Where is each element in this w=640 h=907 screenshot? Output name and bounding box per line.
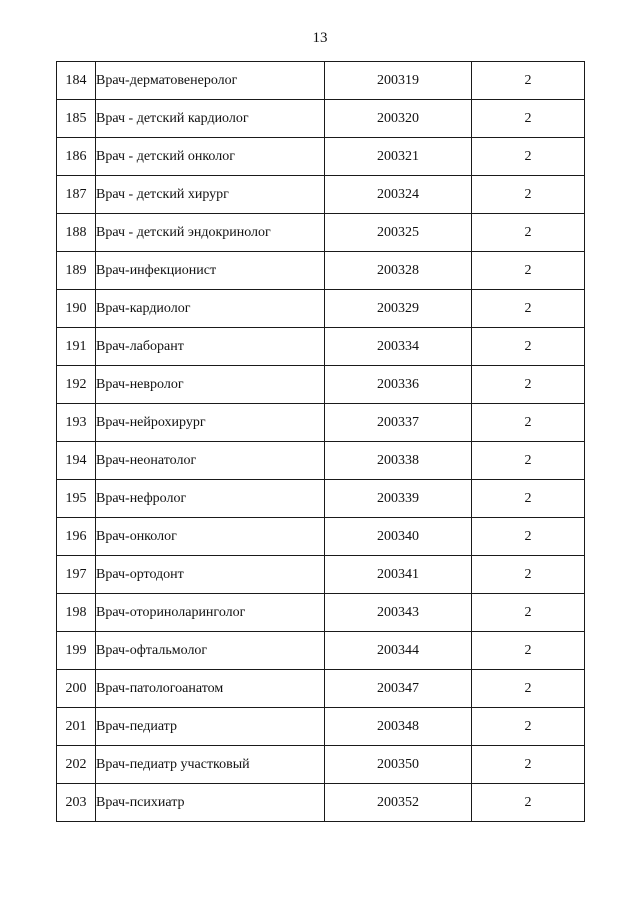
position-code-cell: 200343 <box>325 594 472 632</box>
position-name-cell: Врач-кардиолог <box>96 290 325 328</box>
row-number-cell: 193 <box>57 404 96 442</box>
position-name-cell: Врач-лаборант <box>96 328 325 366</box>
position-name-cell: Врач-онколог <box>96 518 325 556</box>
position-name-cell: Врач-патологоанатом <box>96 670 325 708</box>
position-name-cell: Врач - детский эндокринолог <box>96 214 325 252</box>
row-number-cell: 187 <box>57 176 96 214</box>
table-row <box>57 480 585 518</box>
position-code-cell: 200329 <box>325 290 472 328</box>
row-number-cell: 184 <box>57 62 96 100</box>
table-row <box>57 138 585 176</box>
quantity-cell: 2 <box>472 328 585 366</box>
position-name-cell: Врач-нейрохирург <box>96 404 325 442</box>
quantity-cell: 2 <box>472 632 585 670</box>
position-code-cell: 200338 <box>325 442 472 480</box>
position-name-cell: Врач - детский кардиолог <box>96 100 325 138</box>
position-code-cell: 200334 <box>325 328 472 366</box>
position-code-cell: 200328 <box>325 252 472 290</box>
row-number-cell: 200 <box>57 670 96 708</box>
table-row <box>57 62 585 100</box>
quantity-cell: 2 <box>472 518 585 556</box>
table-row <box>57 442 585 480</box>
quantity-cell: 2 <box>472 594 585 632</box>
table-row <box>57 252 585 290</box>
position-code-cell: 200350 <box>325 746 472 784</box>
row-number-cell: 197 <box>57 556 96 594</box>
position-code-cell: 200348 <box>325 708 472 746</box>
table-row <box>57 518 585 556</box>
position-name-cell: Врач-оториноларинголог <box>96 594 325 632</box>
quantity-cell: 2 <box>472 214 585 252</box>
row-number-cell: 201 <box>57 708 96 746</box>
quantity-cell: 2 <box>472 62 585 100</box>
position-name-cell: Врач-неонатолог <box>96 442 325 480</box>
row-number-cell: 198 <box>57 594 96 632</box>
table-row <box>57 670 585 708</box>
row-number-cell: 203 <box>57 784 96 822</box>
quantity-cell: 2 <box>472 480 585 518</box>
row-number-cell: 188 <box>57 214 96 252</box>
position-name-cell: Врач-педиатр участковый <box>96 746 325 784</box>
table-row <box>57 176 585 214</box>
row-number-cell: 195 <box>57 480 96 518</box>
row-number-cell: 189 <box>57 252 96 290</box>
row-number-cell: 202 <box>57 746 96 784</box>
table-row <box>57 594 585 632</box>
position-name-cell: Врач-офтальмолог <box>96 632 325 670</box>
position-name-cell: Врач-психиатр <box>96 784 325 822</box>
position-name-cell: Врач-инфекционист <box>96 252 325 290</box>
quantity-cell: 2 <box>472 366 585 404</box>
quantity-cell: 2 <box>472 784 585 822</box>
row-number-cell: 192 <box>57 366 96 404</box>
table-row <box>57 328 585 366</box>
quantity-cell: 2 <box>472 670 585 708</box>
row-number-cell: 191 <box>57 328 96 366</box>
position-name-cell: Врач - детский онколог <box>96 138 325 176</box>
position-code-cell: 200341 <box>325 556 472 594</box>
table-row <box>57 556 585 594</box>
row-number-cell: 186 <box>57 138 96 176</box>
row-number-cell: 190 <box>57 290 96 328</box>
quantity-cell: 2 <box>472 746 585 784</box>
table-row <box>57 632 585 670</box>
table-row <box>57 366 585 404</box>
quantity-cell: 2 <box>472 252 585 290</box>
position-code-cell: 200347 <box>325 670 472 708</box>
table-row <box>57 290 585 328</box>
quantity-cell: 2 <box>472 556 585 594</box>
table-row <box>57 746 585 784</box>
table-row <box>57 214 585 252</box>
position-code-cell: 200352 <box>325 784 472 822</box>
position-code-cell: 200319 <box>325 62 472 100</box>
quantity-cell: 2 <box>472 176 585 214</box>
quantity-cell: 2 <box>472 100 585 138</box>
quantity-cell: 2 <box>472 708 585 746</box>
table-row <box>57 100 585 138</box>
page-number: 13 <box>312 30 328 46</box>
position-name-cell: Врач - детский хирург <box>96 176 325 214</box>
row-number-cell: 199 <box>57 632 96 670</box>
position-code-cell: 200344 <box>325 632 472 670</box>
position-code-cell: 200324 <box>325 176 472 214</box>
quantity-cell: 2 <box>472 138 585 176</box>
row-number-cell: 194 <box>57 442 96 480</box>
row-number-cell: 196 <box>57 518 96 556</box>
position-code-cell: 200339 <box>325 480 472 518</box>
quantity-cell: 2 <box>472 404 585 442</box>
position-name-cell: Врач-нефролог <box>96 480 325 518</box>
position-name-cell: Врач-ортодонт <box>96 556 325 594</box>
row-number-cell: 185 <box>57 100 96 138</box>
quantity-cell: 2 <box>472 290 585 328</box>
table-body <box>57 62 585 822</box>
position-code-cell: 200320 <box>325 100 472 138</box>
position-name-cell: Врач-педиатр <box>96 708 325 746</box>
quantity-cell: 2 <box>472 442 585 480</box>
position-name-cell: Врач-невролог <box>96 366 325 404</box>
position-code-cell: 200325 <box>325 214 472 252</box>
position-code-cell: 200336 <box>325 366 472 404</box>
table-row <box>57 708 585 746</box>
table-row <box>57 404 585 442</box>
position-code-cell: 200337 <box>325 404 472 442</box>
position-code-cell: 200321 <box>325 138 472 176</box>
position-code-cell: 200340 <box>325 518 472 556</box>
table-row <box>57 784 585 822</box>
positions-table <box>56 61 585 822</box>
position-name-cell: Врач-дерматовенеролог <box>96 62 325 100</box>
